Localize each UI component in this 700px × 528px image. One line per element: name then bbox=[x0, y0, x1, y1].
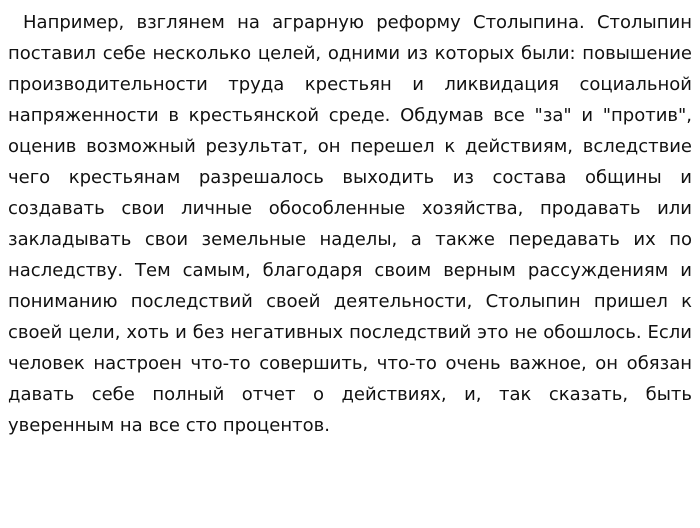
document-body bbox=[8, 7, 692, 441]
text-paragraph: Например, взглянем на аграрную реформу Столыпина. Столыпин поставил себе несколько целей, одними из которых были: повышение производительности труда крестьян и ликвидация социальной напряженности в крестьянской среде. Обдумав все "за" и "против", оценив возможный результат, он перешел к действиям, вследствие чего крестьянам разрешалось выходить из состава общины и создавать свои личные обособленные хозяйства, продавать или закладывать свои земельные наделы, а также передавать их по наследству. Тем самым, благодаря своим верным рассуждениям и пониманию последствий своей деятельности, Столыпин пришел к своей цели, хоть и без негативных последствий это не обошлось. Если человек настроен что-то совершить, что-то очень важное, он обязан давать себе полный отчет о действиях, и, так сказать, быть уверенным на все сто процентов. bbox=[8, 12, 692, 436]
